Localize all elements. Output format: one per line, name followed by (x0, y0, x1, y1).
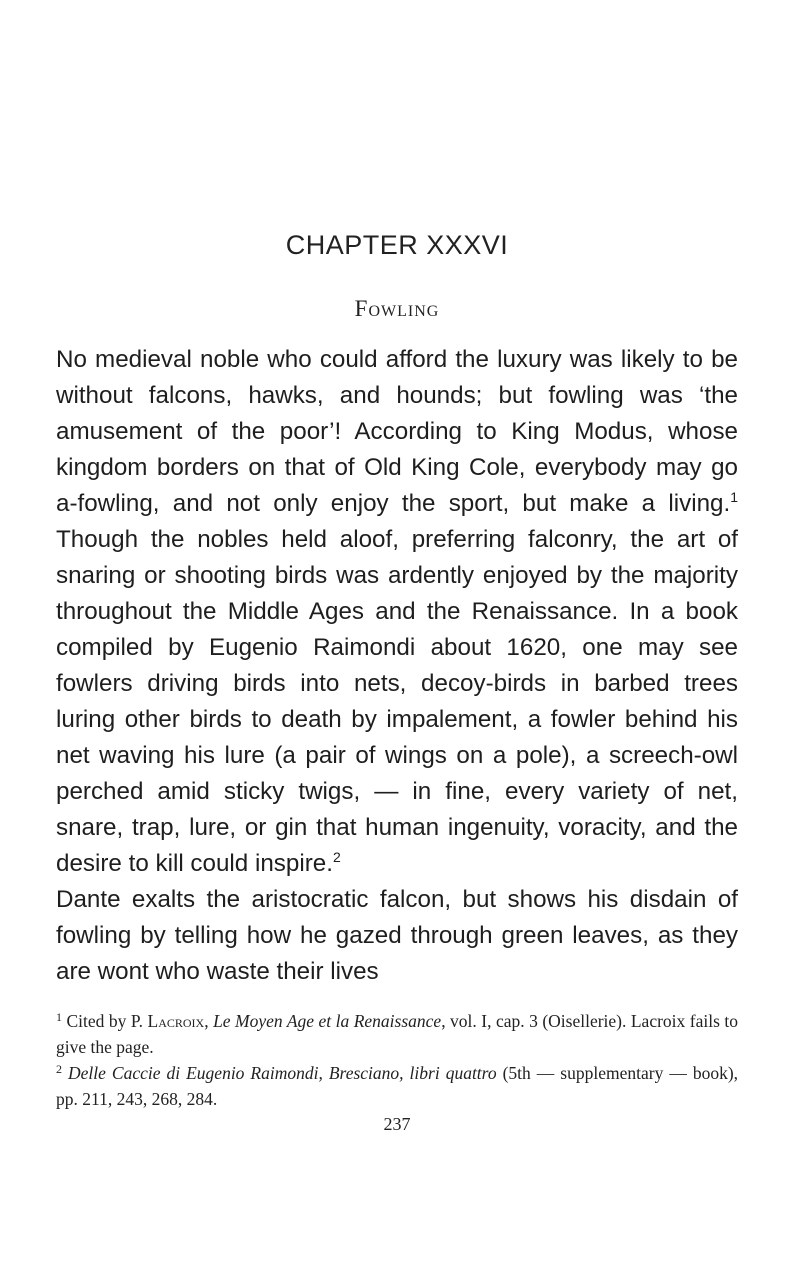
footnote-1 (56, 1008, 738, 1060)
page-number: 237 (383, 1114, 411, 1134)
footnote-2 (56, 1060, 738, 1112)
footnotes (56, 1008, 738, 1112)
footnote-1-author: Lacroix (147, 1011, 205, 1031)
footnote-2-mark: 2 (56, 1062, 62, 1076)
footnote-1-pre: Cited by P. (66, 1011, 148, 1031)
chapter-title: Fowling (354, 296, 440, 321)
footnote-2-title: Delle Caccie di Eugenio Raimondi, Bresciano, libri quattro (68, 1063, 497, 1083)
paragraph-1-part-b: Though the nobles held aloof, preferring falconry, the art of snaring or shooting birds was ardently enjoyed by the majority throughout the Middle Ages and the Renaissance. In a book compiled by Eugenio Raimondi about 1620, one may see fowlers driving birds into nets, decoy-birds in barbed trees luring other birds to death by impalement, a fowler behind his net waving his lure (a pair of wings on a pole), a screech-owl perched amid sticky twigs, — in fine, every variety of net, snare, trap, lure, or gin that human ingenuity, voracity, and the desire to kill could inspire. (56, 526, 738, 877)
footnote-1-mark: 1 (56, 1010, 62, 1024)
paragraph-2-text: Dante exalts the aristocratic falcon, but shows his disdain of fowling by telling how he gazed through green leaves, as they are wont who waste their lives (56, 886, 738, 985)
paragraph-1 (56, 342, 738, 882)
footnote-1-post: , vol. I, cap. 3 (Oisellerie). Lacroix fails to give the page. (56, 1011, 738, 1057)
footnote-2-post: (5th — supplementary — book), pp. 211, 243, 268, 284. (56, 1063, 739, 1109)
footnote-ref-2: 2 (332, 849, 341, 865)
footnote-ref-1: 1 (730, 489, 738, 505)
paragraph-2 (56, 882, 738, 990)
chapter-heading: CHAPTER XXXVI (285, 230, 509, 260)
footnote-1-sep: , (204, 1011, 214, 1031)
paragraph-1-part-a: No medieval noble who could afford the luxury was likely to be without falcons, hawks, and hounds; but fowling was ‘the amusement of the poor’! According to King Modus, whose kingdom borders on that of Old King Cole, everybody may go a-fowling, and not only enjoy the sport, but make a living. (56, 346, 738, 517)
body-text (56, 342, 738, 990)
footnote-1-title: Le Moyen Age et la Renaissance (213, 1011, 442, 1031)
book-page (56, 0, 738, 1278)
